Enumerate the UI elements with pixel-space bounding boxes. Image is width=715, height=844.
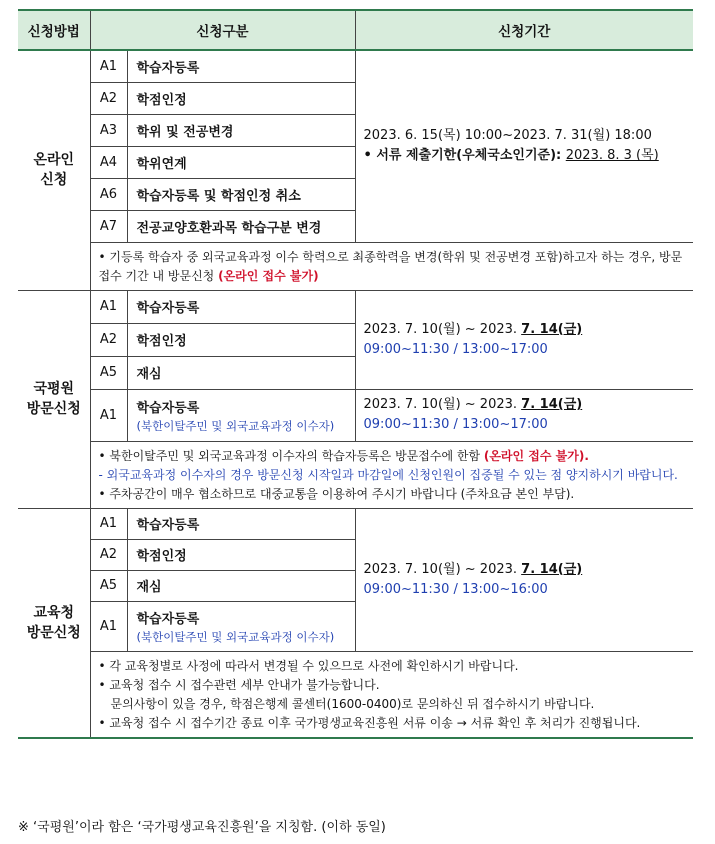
category-cell: 학습자등록 <box>127 290 355 323</box>
method-nile-visit: 국평원 방문신청 <box>18 290 90 508</box>
category-cell: 학습자등록 및 학점인정 취소 <box>127 178 355 210</box>
code-cell: A6 <box>90 178 127 210</box>
office-period: 2023. 7. 10(월) ~ 2023. 7. 14(금) 09:00~11:30 / 13:00~16:00 <box>355 508 693 651</box>
category-cell: 학습자등록 (북한이탈주민 및 외국교육과정 이수자) <box>127 389 355 441</box>
code-cell: A5 <box>90 570 127 601</box>
code-cell: A1 <box>90 290 127 323</box>
code-cell: A1 <box>90 389 127 441</box>
header-method: 신청방법 <box>18 10 90 50</box>
method-office-visit: 교육청 방문신청 <box>18 508 90 738</box>
header-period: 신청기간 <box>355 10 693 50</box>
online-period: 2023. 6. 15(목) 10:00~2023. 7. 31(월) 18:00 • 서류 제출기한(우체국소인기준): 2023. 8. 3 (목) <box>355 50 693 242</box>
application-schedule-table <box>18 9 693 739</box>
code-cell: A2 <box>90 323 127 356</box>
category-cell: 학습자등록 (북한이탈주민 및 외국교육과정 이수자) <box>127 601 355 651</box>
code-cell: A3 <box>90 114 127 146</box>
nile-notes: • 북한이탈주민 및 외국교육과정 이수자의 학습자등록은 방문접수에 한함 (온라인 접수 불가). - 외국교육과정 이수자의 경우 방문신청 시작일과 마감일에 신청인원이 집중될 수 있는 점 양지하시기 바랍니다. • 주차공간이 매우 협소하므로 대중교통을 이용하여 주시기 바랍니다 (주차요금 본인 부담). <box>90 441 693 508</box>
code-cell: A1 <box>90 508 127 539</box>
category-cell: 학점인정 <box>127 323 355 356</box>
nile-special-period: 2023. 7. 10(월) ~ 2023. 7. 14(금) 09:00~11:30 / 13:00~17:00 <box>355 389 693 441</box>
code-cell: A1 <box>90 601 127 651</box>
nile-period: 2023. 7. 10(월) ~ 2023. 7. 14(금) 09:00~11:30 / 13:00~17:00 <box>355 290 693 389</box>
code-cell: A2 <box>90 82 127 114</box>
category-cell: 학습자등록 <box>127 50 355 82</box>
category-cell: 재심 <box>127 570 355 601</box>
code-cell: A7 <box>90 210 127 242</box>
category-cell: 학습자등록 <box>127 508 355 539</box>
code-cell: A2 <box>90 539 127 570</box>
category-cell: 학점인정 <box>127 82 355 114</box>
method-online: 온라인 신청 <box>18 50 90 290</box>
category-cell: 학점인정 <box>127 539 355 570</box>
office-notes: • 각 교육청별로 사정에 따라서 변경될 수 있으므로 사전에 확인하시기 바랍니다. • 교육청 접수 시 접수관련 세부 안내가 불가능합니다. 문의사항이 있을 경우, 학점은행제 콜센터(1600-0400)로 문의하신 뒤 접수하시기 바랍니다. • 교육청 접수 시 접수기간 종료 이후 국가평생교육진흥원 서류 이송 → 서류 확인 후 처리가 진행됩니다. <box>90 651 693 738</box>
code-cell: A4 <box>90 146 127 178</box>
category-cell: 학위연계 <box>127 146 355 178</box>
code-cell: A1 <box>90 50 127 82</box>
code-cell: A5 <box>90 356 127 389</box>
category-cell: 전공교양호환과목 학습구분 변경 <box>127 210 355 242</box>
category-cell: 재심 <box>127 356 355 389</box>
header-category: 신청구분 <box>90 10 355 50</box>
online-note: • 기등록 학습자 중 외국교육과정 이수 학력으로 최종학력을 변경(학위 및 전공변경 포함)하고자 하는 경우, 방문접수 기간 내 방문신청 (온라인 접수 불가) <box>90 242 693 290</box>
footnote: ※ ‘국평원’이라 함은 ‘국가평생교육진흥원’을 지칭함. (이하 동일) <box>18 820 386 835</box>
category-cell: 학위 및 전공변경 <box>127 114 355 146</box>
